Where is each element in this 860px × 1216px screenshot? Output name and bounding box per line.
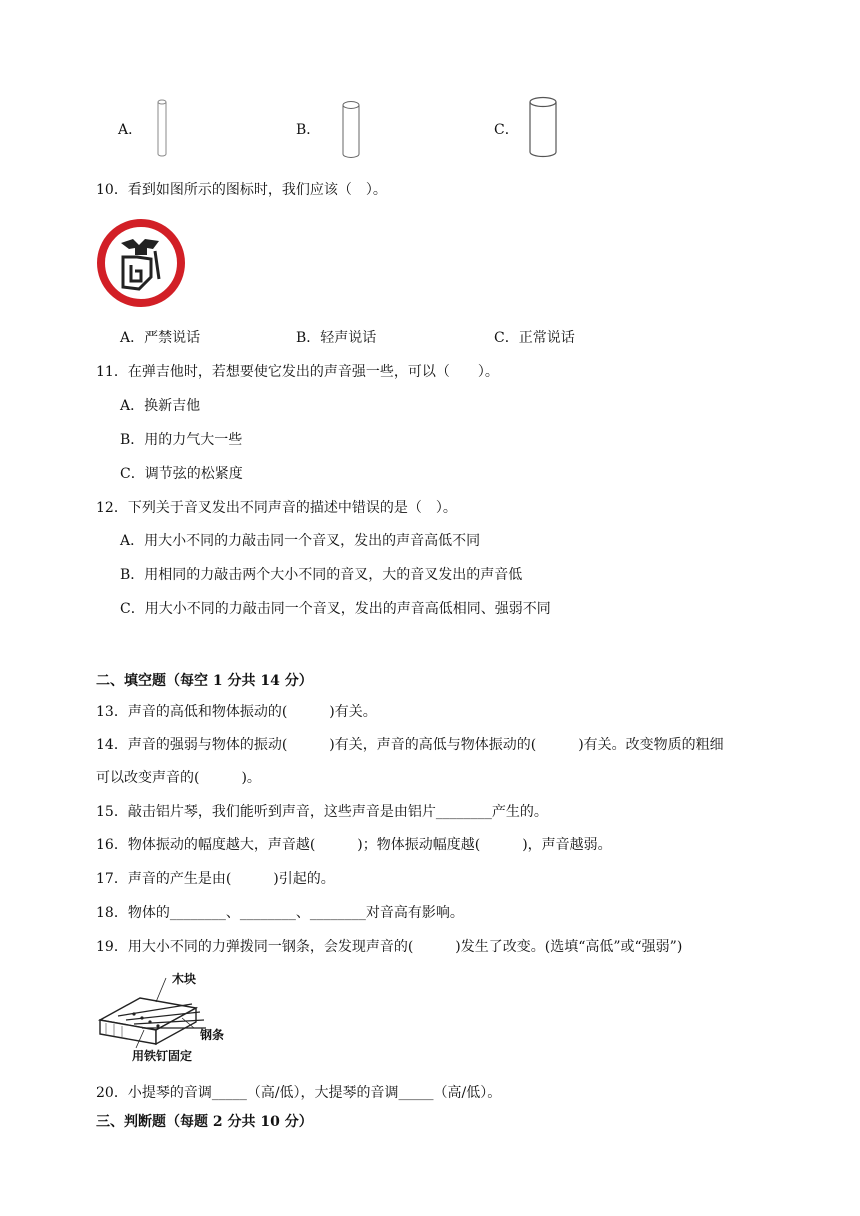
no-talking-sign-icon [93, 217, 189, 309]
q11-stem: 11．在弹吉他时，若想要使它发出的声音强一些，可以（ ）。 [96, 364, 499, 380]
q11-option-c: C．调节弦的松紧度 [120, 466, 243, 482]
q17: 17．声音的产生是由( )引起的。 [96, 871, 335, 887]
q9-option-a-label: A． [118, 122, 143, 138]
q12-option-c: C．用大小不同的力敲击同一个音叉，发出的声音高低相同、强弱不同 [120, 601, 551, 617]
q10-option-a: A．严禁说话 [120, 330, 201, 346]
q13: 13．声音的高低和物体振动的( )有关。 [96, 704, 377, 720]
q11-option-a: A．换新吉他 [120, 398, 201, 414]
section-3-title: 三、判断题（每题 2 分共 10 分） [96, 1114, 313, 1130]
thin-cylinder-image [154, 98, 170, 160]
medium-cylinder-image [340, 100, 362, 160]
q9-option-b-label: B． [296, 122, 321, 138]
section-2-title: 二、填空题（每空 1 分共 14 分） [96, 673, 313, 689]
q15: 15．敲击铝片琴，我们能听到声音，这些声音是由铝片________产生的。 [96, 804, 548, 820]
q16: 16．物体振动的幅度越大，声音越( )；物体振动幅度越( )，声音越弱。 [96, 837, 612, 853]
thick-cylinder-image [527, 96, 559, 160]
q10-option-b: B．轻声说话 [296, 330, 377, 346]
figure-label-steel: 钢条 [200, 1028, 225, 1042]
q18: 18．物体的________、________、________对音高有影响。 [96, 905, 464, 921]
q12-stem: 12．下列关于音叉发出不同声音的描述中错误的是（ ）。 [96, 500, 457, 516]
figure-label-wood: 木块 [172, 972, 197, 986]
q12-option-b: B．用相同的力敲击两个大小不同的音叉，大的音叉发出的声音低 [120, 567, 523, 583]
q10-option-c: C．正常说话 [494, 330, 575, 346]
figure-label-nail: 用铁钉固定 [132, 1049, 193, 1063]
q11-option-b: B．用的力气大一些 [120, 432, 243, 448]
q9-option-c-label: C． [494, 122, 519, 138]
q14-line-1: 14．声音的强弱与物体的振动( )有关，声音的高低与物体振动的( )有关。改变物质的粗细 [96, 737, 724, 753]
q12-option-a: A．用大小不同的力敲击同一个音叉，发出的声音高低不同 [120, 533, 481, 549]
q20: 20．小提琴的音调_____（高/低），大提琴的音调_____（高/低）。 [96, 1085, 502, 1101]
q14-line-2: 可以改变声音的( )。 [96, 770, 261, 786]
q19: 19．用大小不同的力弹拨同一钢条，会发现声音的( )发生了改变。(选填“高低”或“强弱”) [96, 939, 683, 955]
q10-stem: 10．看到如图所示的图标时，我们应该（ ）。 [96, 182, 387, 198]
